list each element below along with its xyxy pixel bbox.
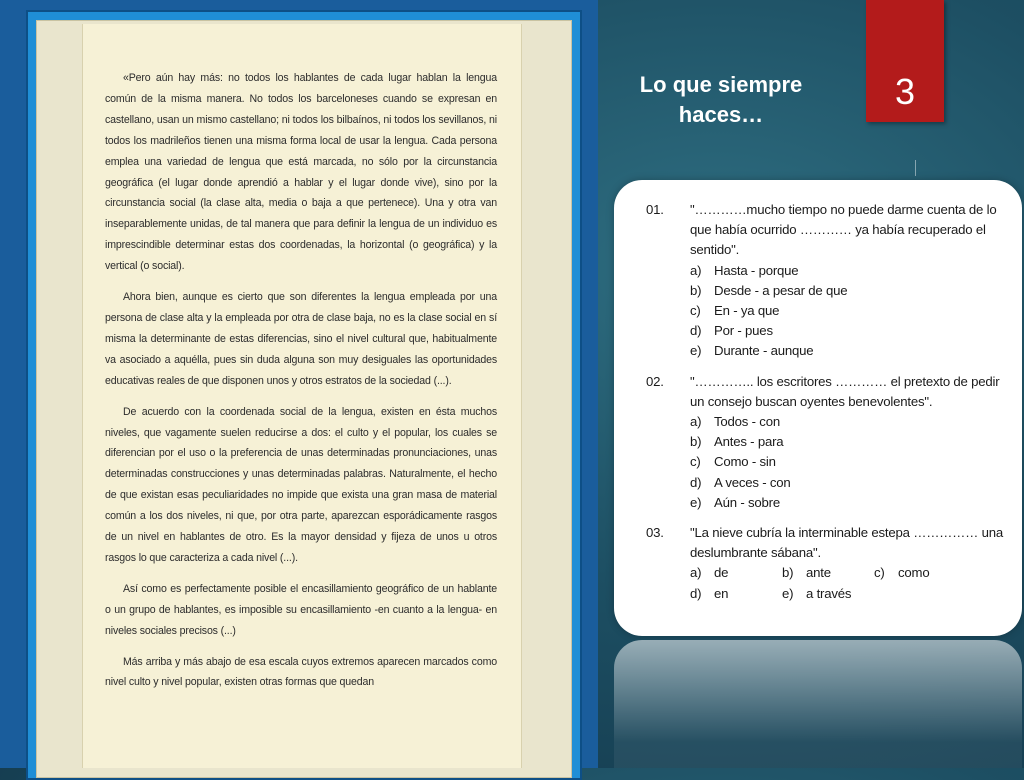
option-e xyxy=(690,493,1016,513)
option-b xyxy=(690,432,1016,452)
option-text: Todos - con xyxy=(714,414,780,430)
option-text: como xyxy=(898,565,930,581)
option-a xyxy=(690,261,1016,281)
question-stem: "La nieve cubría la interminable estepa …………… una deslumbrante sábana". xyxy=(690,525,1004,561)
option-text: En - ya que xyxy=(714,303,780,319)
option-b xyxy=(690,281,1016,301)
option-letter: b) xyxy=(690,434,702,450)
options-grid xyxy=(690,563,1016,603)
question-number: 03. xyxy=(646,525,664,541)
option-text: Aún - sobre xyxy=(714,494,780,510)
question-stem: "…………mucho tiempo no puede darme cuenta de lo que había ocurrido ………… ya había recuperado el sentido". xyxy=(690,202,997,258)
document-paragraph-1: «Pero aún hay más: no todos los hablantes de cada lugar hablan la lengua común de la misma manera. No todos los barceloneses cuando se expresan en castellano, usan un mismo castellano; ni todos los bilbaínos, ni todos los sevillanos, ni todos los madrileños tienen una misma forma local de usar la lengua. Cada persona emplea una variedad de lengua que está marcada, no sólo por la circunstancia geográfica (el lugar donde aprendió a hablar y el lugar donde vive), sino por la circunstancia social (la clase alta, media o baja a que pertenece). Una y otra van inseparablemente unidas, de tal manera que para definir la lengua de un individuo es imprescindible determinar estas dos coordenadas, la horizontal (o geográfica) y la vertical (o social). xyxy=(105,72,497,273)
quiz-content xyxy=(646,200,1016,614)
option-c xyxy=(690,452,1016,472)
option-text: ante xyxy=(806,565,831,581)
document-text xyxy=(105,68,497,703)
decorative-line xyxy=(915,160,916,176)
option-letter: a) xyxy=(690,262,702,278)
document-paragraph-5: Más arriba y más abajo de esa escala cuyos extremos aparecen marcados como nivel culto y nivel popular, existen otras formas que quedan xyxy=(105,655,497,689)
option-letter: a) xyxy=(690,565,702,581)
option-text: de xyxy=(714,565,729,581)
option-letter: d) xyxy=(690,585,702,601)
option-d xyxy=(690,584,782,604)
option-letter: e) xyxy=(690,494,702,510)
option-letter: b) xyxy=(690,282,702,298)
option-c xyxy=(690,301,1016,321)
option-text: Hasta - porque xyxy=(714,262,799,278)
document-paragraph-3: De acuerdo con la coordenada social de la lengua, existen en ésta muchos niveles, que vagamente suelen reducirse a dos: el culto y el popular, los cuales se diferencian por el uso o la preferencia de unas determinadas pronunciaciones, unas determinadas construcciones y unas determinadas palabras. Naturalmente, el hecho de que existan esas peculiaridades no impide que exista una gran masa de material común a los dos niveles, ni que, por otra parte, aparezcan esporádicamente rasgos de un nivel en hablantes de otro. Es la mayor densidad y fijeza de unos u otros rasgos lo que caracteriza a cada nivel (...). xyxy=(105,405,497,564)
option-d xyxy=(690,321,1016,341)
option-letter: e) xyxy=(690,343,702,359)
option-text: A veces - con xyxy=(714,474,791,490)
option-text: Antes - para xyxy=(714,434,784,450)
page-number-badge xyxy=(866,0,944,122)
option-text: Durante - aunque xyxy=(714,343,814,359)
option-letter: d) xyxy=(690,474,702,490)
option-letter: c) xyxy=(690,454,701,470)
option-letter: e) xyxy=(782,585,794,601)
slide-title: Lo que siempre haces… xyxy=(639,72,803,127)
option-c xyxy=(874,563,974,583)
question-2 xyxy=(646,372,1016,513)
document-paragraph-4: Así como es perfectamente posible el encasillamiento geográfico de un hablante o un grupo de hablantes, es imposible su encasillamiento -en cuanto a la lengua- en niveles sociales precisos (...) xyxy=(105,582,497,637)
question-number: 02. xyxy=(646,373,664,389)
question-3 xyxy=(646,523,1016,604)
option-letter: c) xyxy=(874,565,885,581)
option-a xyxy=(690,412,1016,432)
option-text: en xyxy=(714,585,729,601)
option-letter: d) xyxy=(690,323,702,339)
option-letter: b) xyxy=(782,565,794,581)
option-letter: a) xyxy=(690,414,702,430)
option-e xyxy=(782,584,874,604)
quiz-card xyxy=(614,180,1022,636)
document-paragraph-2: Ahora bien, aunque es cierto que son diferentes la lengua empleada por una persona de clase alta y la empleada por otra de clase baja, no es la clase social en sí misma la determinante de estas diferencias, sino el nivel cultural que, habitualmente va asociado a aquélla, pues sin duda alguna son muy desiguales las oportunidades educativas reales de que disponen unos y otros estratos de la sociedad (...). xyxy=(105,291,497,387)
option-text: a través xyxy=(806,585,852,601)
option-text: Desde - a pesar de que xyxy=(714,282,848,298)
question-stem: "………….. los escritores ………… el pretexto de pedir un consejo buscan oyentes benevolentes". xyxy=(690,373,1000,409)
option-b xyxy=(782,563,874,583)
option-text: Por - pues xyxy=(714,323,773,339)
option-d xyxy=(690,473,1016,493)
question-1 xyxy=(646,200,1016,362)
option-letter: c) xyxy=(690,303,701,319)
quiz-card-reflection xyxy=(614,640,1022,768)
question-number: 01. xyxy=(646,202,664,217)
option-a xyxy=(690,563,782,583)
option-text: Como - sin xyxy=(714,454,776,470)
page-number: 3 xyxy=(894,71,916,112)
option-e xyxy=(690,341,1016,361)
